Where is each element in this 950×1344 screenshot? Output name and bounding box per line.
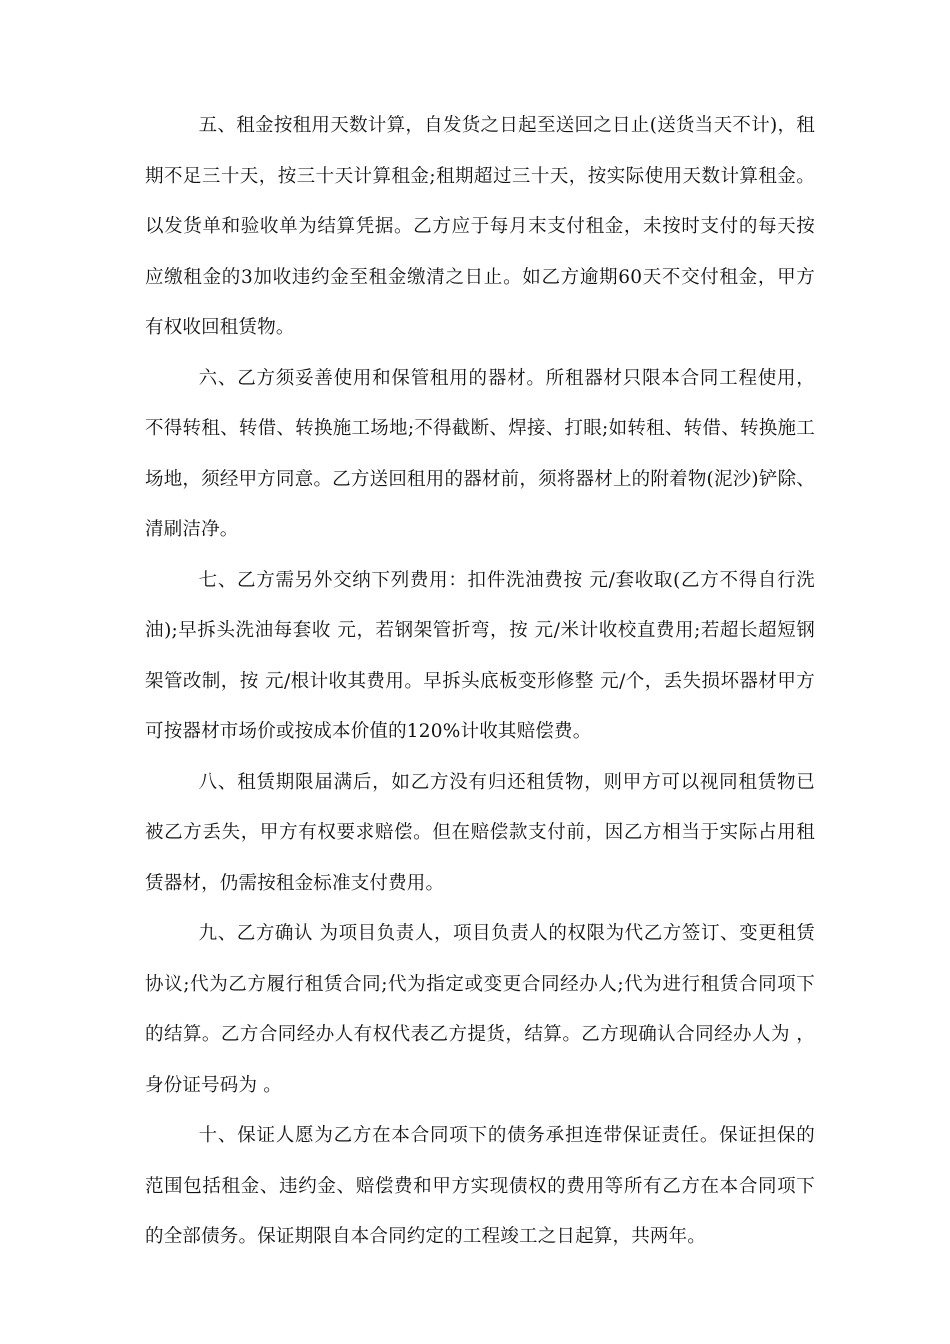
clause-5-paragraph: 五、租金按租用天数计算，自发货之日起至送回之日止(送货当天不计)，租期不足三十天，按三十天计算租金;租期超过三十天，按实际使用天数计算租金。以发货单和验收单为结算凭据。乙方应于每月末支付租金，未按时支付的每天按应缴租金的3加收违约金至租金缴清之日止。如乙方逾期60天不交付租金，甲方有权收回租赁物。 <box>145 115 815 338</box>
clause-7-paragraph: 七、乙方需另外交纳下列费用：扣件洗油费按 元/套收取(乙方不得自行洗油);早拆头洗油每套收 元，若钢架管折弯，按 元/米计收校直费用;若超长超短钢架管改制，按 元/根计收其费用。早拆头底板变形修整 元/个，丢失损坏器材甲方可按器材市场价或按成本价值的120%计收其赔偿费。 <box>145 569 815 742</box>
document-body <box>145 101 815 1263</box>
clause-10-paragraph: 十、保证人愿为乙方在本合同项下的债务承担连带保证责任。保证担保的范围包括租金、违约金、赔偿费和甲方实现债权的费用等所有乙方在本合同项下的全部债务。保证期限自本合同约定的工程竣工之日起算，共两年。 <box>145 1125 815 1247</box>
clause-9-paragraph: 九、乙方确认 为项目负责人，项目负责人的权限为代乙方签订、变更租赁协议;代为乙方履行租赁合同;代为指定或变更合同经办人;代为进行租赁合同项下的结算。乙方合同经办人有权代表乙方提货，结算。乙方现确认合同经办人为 ，身份证号码为 。 <box>145 923 815 1096</box>
clause-6-paragraph: 六、乙方须妥善使用和保管租用的器材。所租器材只限本合同工程使用，不得转租、转借、转换施工场地;不得截断、焊接、打眼;如转租、转借、转换施工场地，须经甲方同意。乙方送回租用的器材前，须将器材上的附着物(泥沙)铲除、清刷洁净。 <box>145 367 815 540</box>
clause-8-paragraph: 八、租赁期限届满后，如乙方没有归还租赁物，则甲方可以视同租赁物已被乙方丢失，甲方有权要求赔偿。但在赔偿款支付前，因乙方相当于实际占用租赁器材，仍需按租金标准支付费用。 <box>145 771 815 894</box>
